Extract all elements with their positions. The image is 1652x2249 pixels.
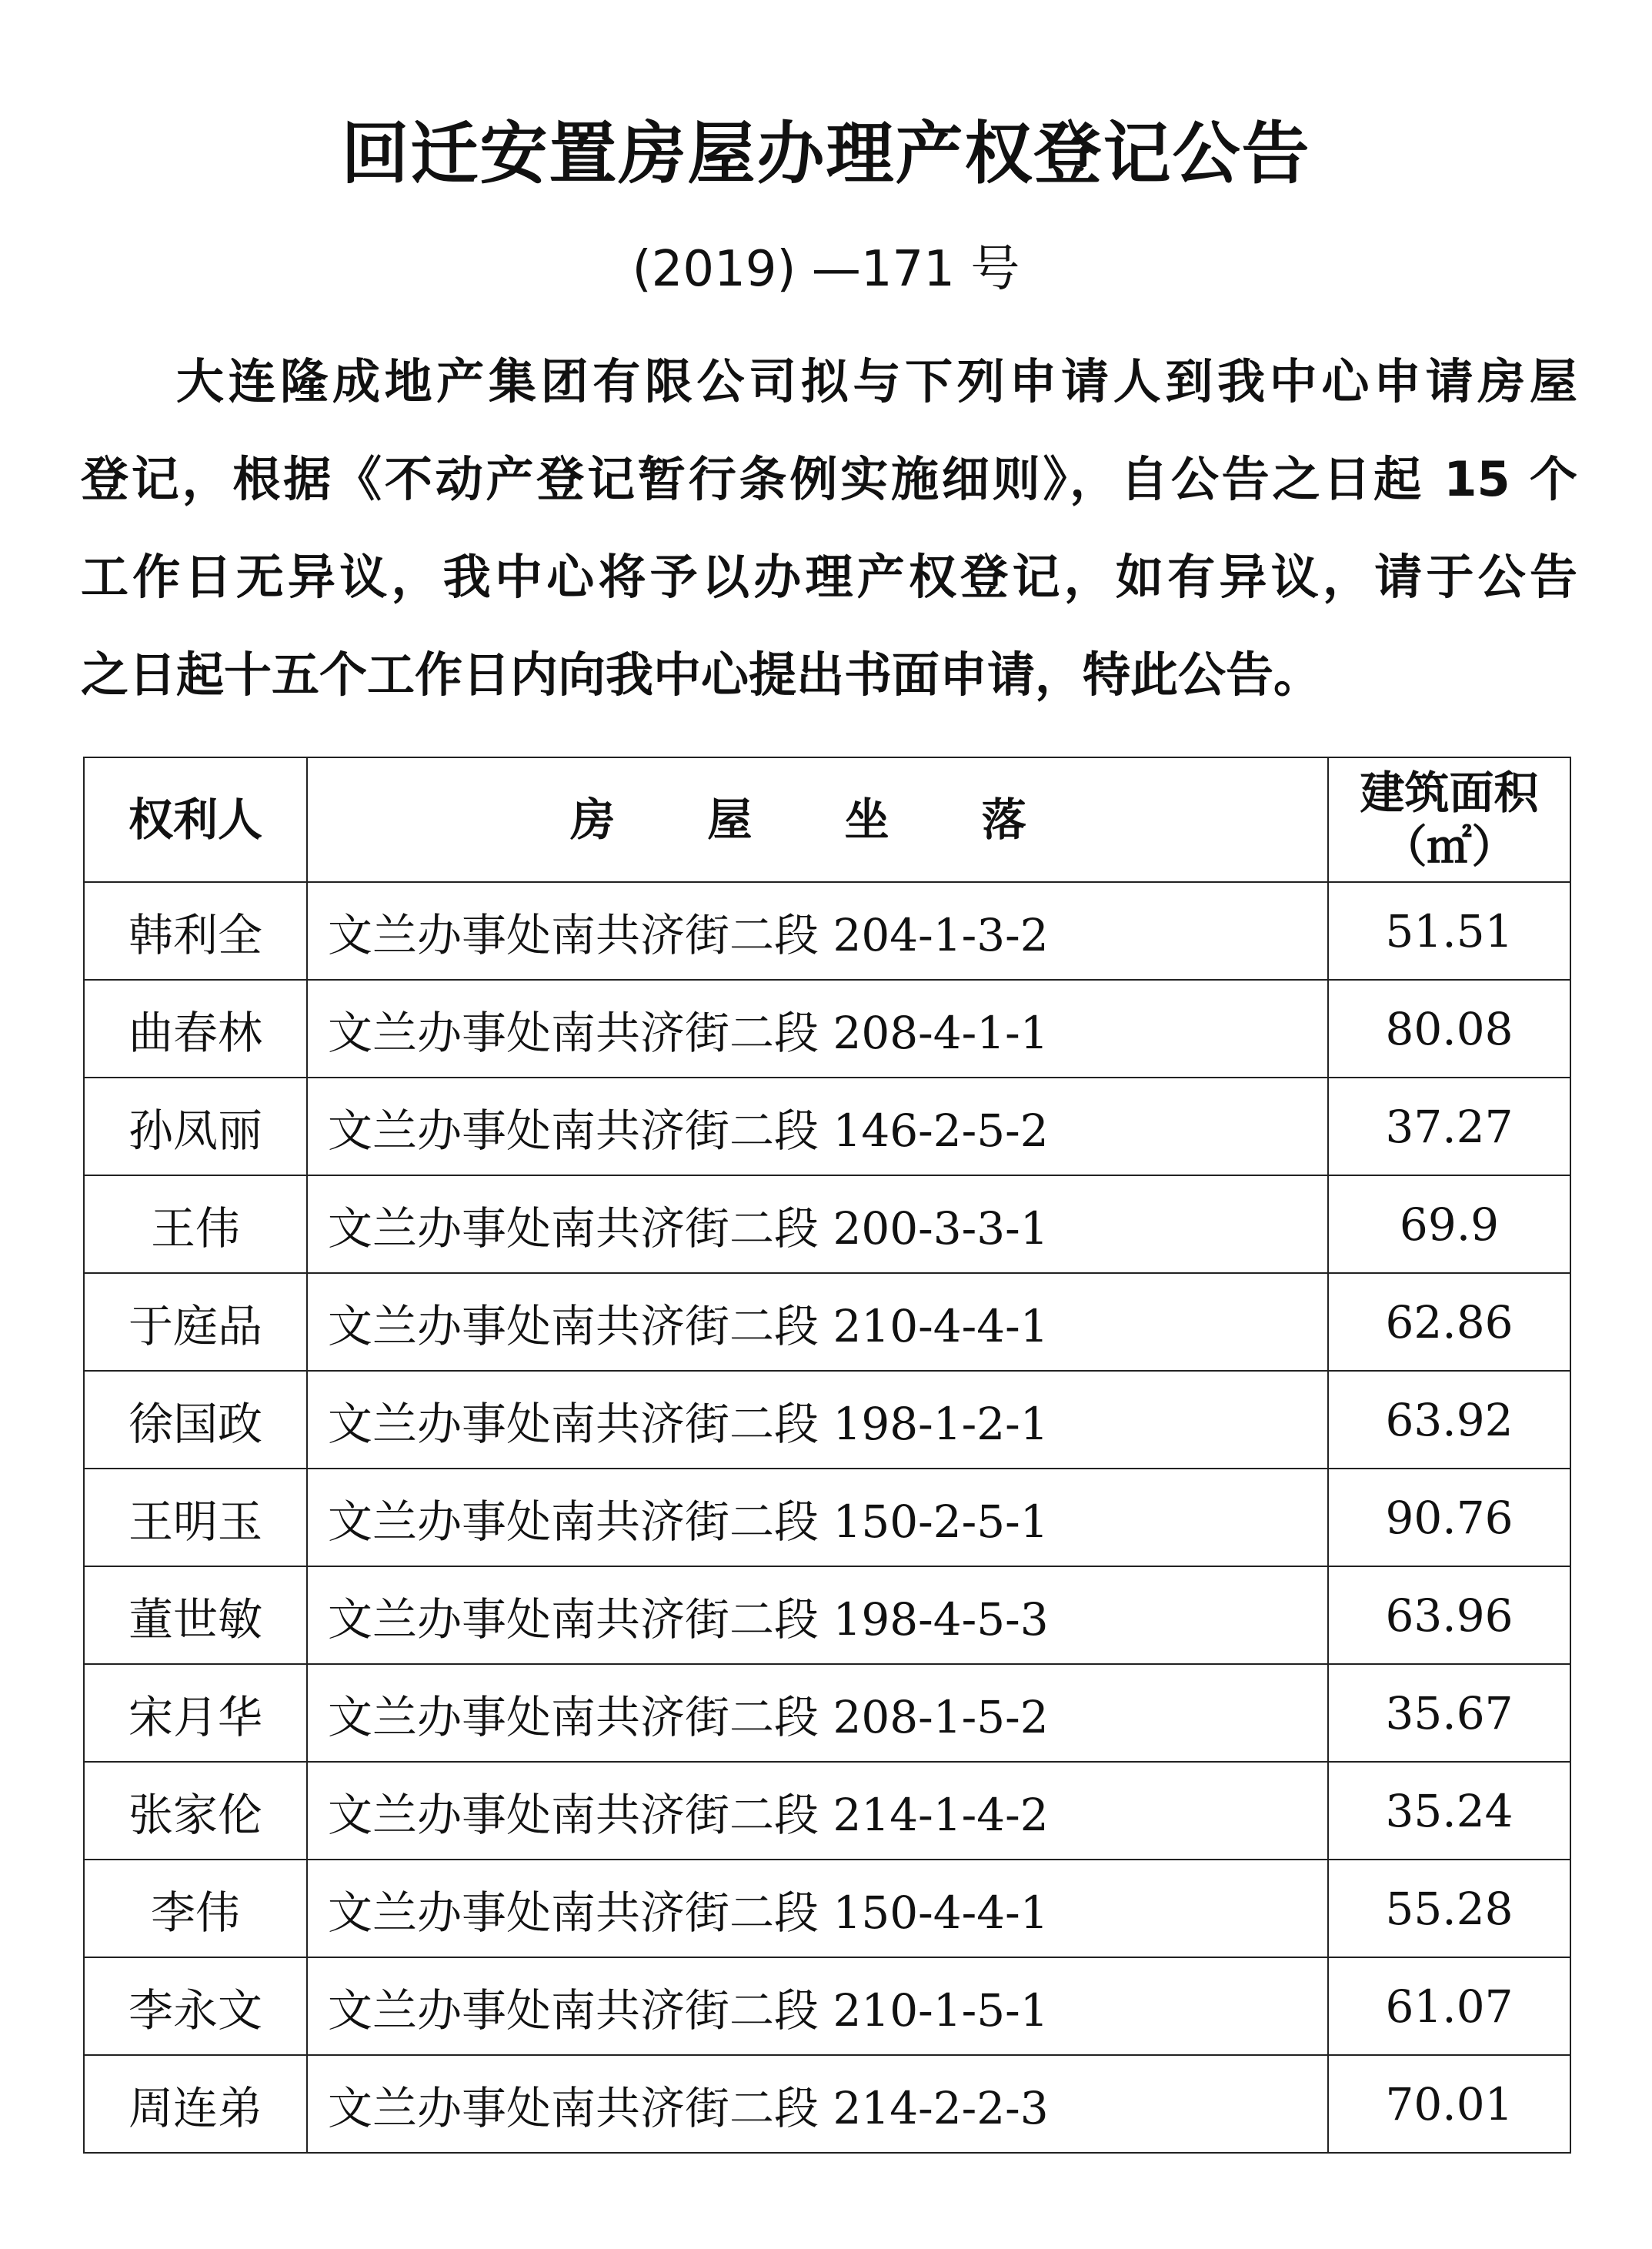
owner-cell: 于庭品 — [84, 1273, 307, 1371]
location-header-label: 房 屋 坐 落 — [570, 794, 1065, 846]
location-header — [307, 757, 1328, 882]
owner-cell: 张家伦 — [84, 1762, 307, 1860]
table-row — [84, 1469, 1570, 1566]
area-header-line2: （㎡） — [1382, 820, 1517, 873]
page-title: 回迁安置房屋办理产权登记公告 — [341, 114, 1311, 193]
body-line: 之日起十五个工作日内向我中心提出书面申请，特此公告。 — [81, 647, 1322, 703]
table-row — [84, 1273, 1570, 1371]
location-cell: 文兰办事处南共济街二段 204-1-3-2 — [307, 882, 1328, 980]
registry-table — [83, 757, 1571, 2154]
area-cell: 61.07 — [1328, 1957, 1570, 2055]
area-cell: 35.67 — [1328, 1664, 1570, 1762]
location-cell: 文兰办事处南共济街二段 146-2-5-2 — [307, 1078, 1328, 1175]
location-cell: 文兰办事处南共济街二段 200-3-3-1 — [307, 1175, 1328, 1273]
owner-cell: 周连弟 — [84, 2055, 307, 2153]
location-cell: 文兰办事处南共济街二段 214-1-4-2 — [307, 1762, 1328, 1860]
table-row — [84, 882, 1570, 980]
body-line: 工作日无异议，我中心将予以办理产权登记，如有异议，请于公告 — [81, 549, 1577, 605]
owner-cell: 宋月华 — [84, 1664, 307, 1762]
location-cell: 文兰办事处南共济街二段 198-1-2-1 — [307, 1371, 1328, 1469]
table-header-row — [84, 757, 1570, 882]
owner-cell: 徐国政 — [84, 1371, 307, 1469]
area-header — [1328, 757, 1570, 882]
location-cell: 文兰办事处南共济街二段 150-4-4-1 — [307, 1860, 1328, 1957]
owner-cell: 李伟 — [84, 1860, 307, 1957]
location-cell: 文兰办事处南共济街二段 208-4-1-1 — [307, 980, 1328, 1078]
area-cell: 55.28 — [1328, 1860, 1570, 1957]
table-row — [84, 1664, 1570, 1762]
table-row — [84, 1078, 1570, 1175]
area-cell: 63.96 — [1328, 1566, 1570, 1664]
location-cell: 文兰办事处南共济街二段 208-1-5-2 — [307, 1664, 1328, 1762]
table-row — [84, 1566, 1570, 1664]
area-cell: 80.08 — [1328, 980, 1570, 1078]
table-row — [84, 1957, 1570, 2055]
area-cell: 69.9 — [1328, 1175, 1570, 1273]
table-row — [84, 1175, 1570, 1273]
owner-header: 权利人 — [84, 757, 307, 882]
owner-cell: 孙凤丽 — [84, 1078, 307, 1175]
area-header-line1: 建筑面积 — [1360, 767, 1539, 819]
location-cell: 文兰办事处南共济街二段 210-1-5-1 — [307, 1957, 1328, 2055]
area-cell: 70.01 — [1328, 2055, 1570, 2153]
table-row — [84, 1762, 1570, 1860]
location-cell: 文兰办事处南共济街二段 210-4-4-1 — [307, 1273, 1328, 1371]
owner-cell: 韩利全 — [84, 882, 307, 980]
body-line: 登记，根据《不动产登记暂行条例实施细则》，自公告之日起 15 个 — [81, 451, 1577, 507]
table-row — [84, 980, 1570, 1078]
body-line: 大连隆成地产集团有限公司拟与下列申请人到我中心申请房屋 — [176, 353, 1577, 409]
owner-cell: 董世敏 — [84, 1566, 307, 1664]
location-cell: 文兰办事处南共济街二段 198-4-5-3 — [307, 1566, 1328, 1664]
area-cell: 90.76 — [1328, 1469, 1570, 1566]
area-cell: 62.86 — [1328, 1273, 1570, 1371]
location-cell: 文兰办事处南共济街二段 214-2-2-3 — [307, 2055, 1328, 2153]
owner-cell: 李永文 — [84, 1957, 307, 2055]
owner-cell: 王明玉 — [84, 1469, 307, 1566]
area-cell: 63.92 — [1328, 1371, 1570, 1469]
owner-cell: 曲春林 — [84, 980, 307, 1078]
area-cell: 51.51 — [1328, 882, 1570, 980]
table-row — [84, 2055, 1570, 2153]
area-cell: 37.27 — [1328, 1078, 1570, 1175]
table-row — [84, 1371, 1570, 1469]
table-row — [84, 1860, 1570, 1957]
owner-cell: 王伟 — [84, 1175, 307, 1273]
announcement-body — [81, 333, 1577, 723]
registry-table-body — [84, 882, 1570, 2153]
area-cell: 35.24 — [1328, 1762, 1570, 1860]
document-number: (2019) —171 号 — [632, 241, 1020, 298]
location-cell: 文兰办事处南共济街二段 150-2-5-1 — [307, 1469, 1328, 1566]
